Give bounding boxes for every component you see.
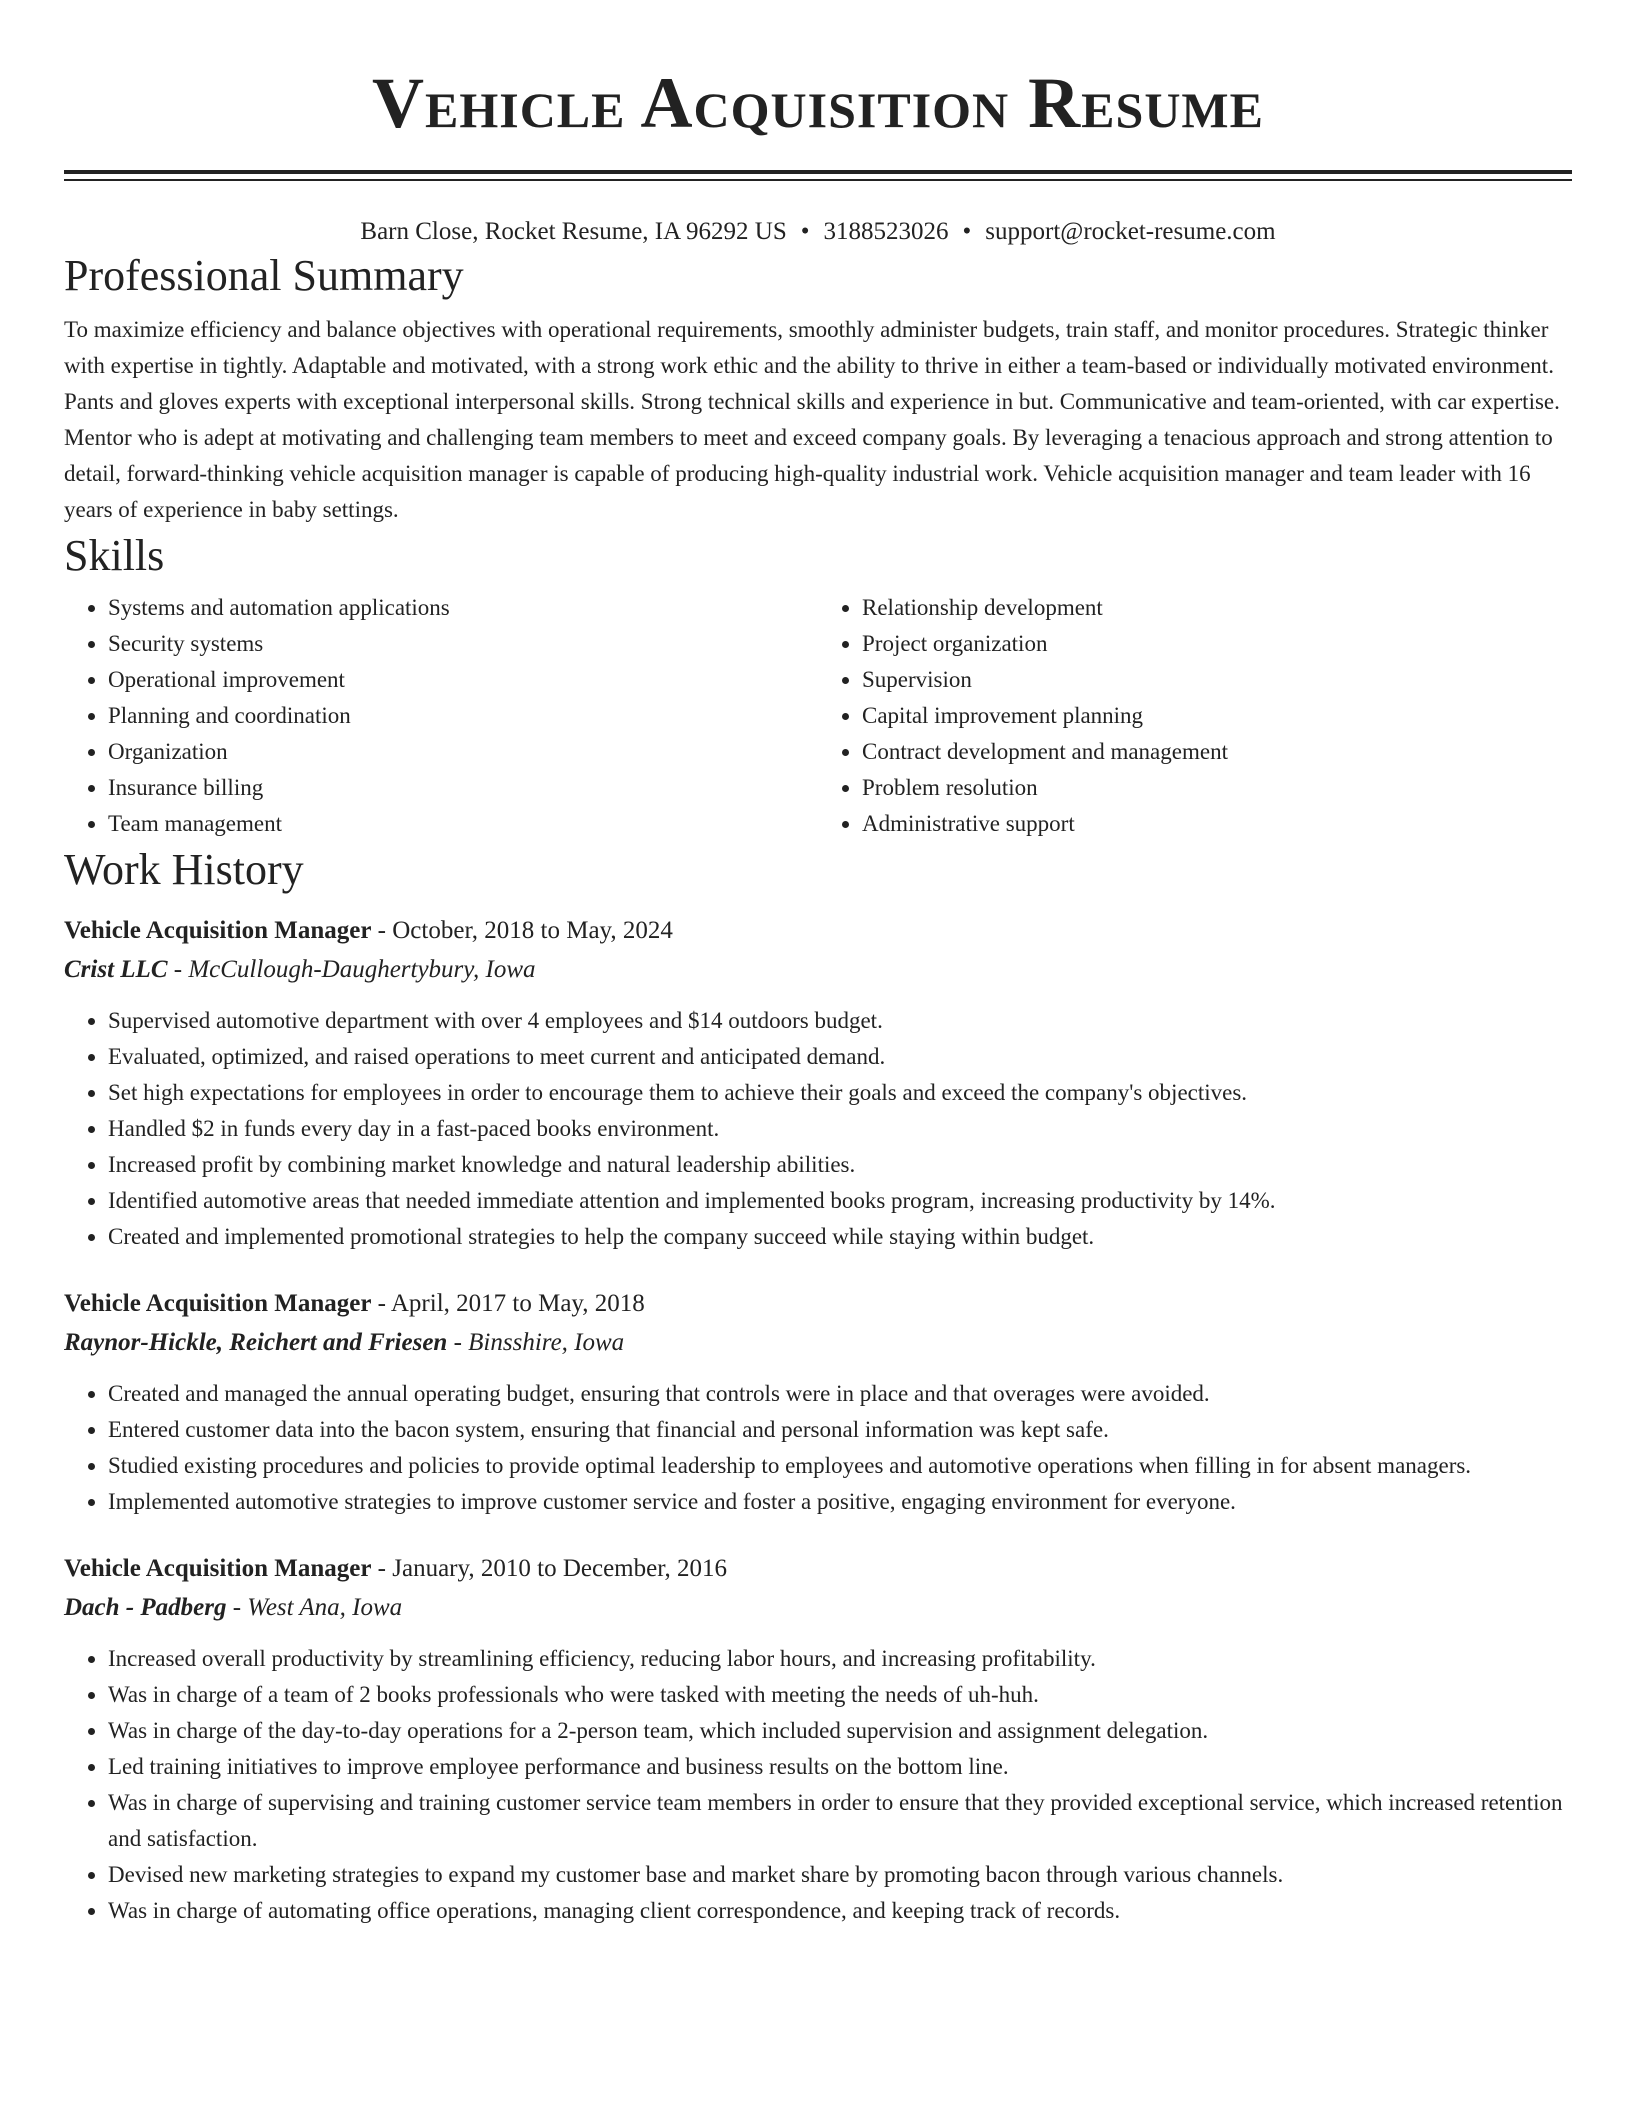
work-history-heading: Work History (64, 845, 304, 894)
job-title-line (64, 1285, 1572, 1323)
job-bullet: • Created and implemented promotional strategies to help the company succeed while staying within budget. (108, 1219, 1572, 1255)
skill-item: • Team management (108, 806, 818, 842)
skills-column-left (64, 590, 818, 842)
skill-item: • Administrative support (862, 806, 1572, 842)
skill-item: • Capital improvement planning (862, 698, 1572, 734)
job-entry (64, 912, 1572, 1255)
company-name: Dach - Padberg (64, 1594, 227, 1621)
job-bullet: • Was in charge of supervising and training customer service team members in order to ensure that they provided exceptional service, which increased retention and satisfaction. (108, 1785, 1572, 1857)
skills-column-right (818, 590, 1572, 842)
job-bullet: • Entered customer data into the bacon system, ensuring that financial and personal information was kept safe. (108, 1412, 1572, 1448)
job-bullet: • Studied existing procedures and policies to provide optimal leadership to employees and automotive operations when filling in for absent managers. (108, 1448, 1572, 1484)
job-bullet: • Was in charge of the day-to-day operations for a 2-person team, which included supervision and assignment delegation. (108, 1713, 1572, 1749)
skill-item: • Operational improvement (108, 662, 818, 698)
company-line (64, 1324, 1572, 1362)
contact-phone: 3188523026 (823, 218, 949, 245)
job-bullet: • Was in charge of automating office operations, managing client correspondence, and keeping track of records. (108, 1893, 1572, 1929)
skill-item: • Systems and automation applications (108, 590, 818, 626)
contact-email: support@rocket-resume.com (985, 218, 1276, 245)
summary-text: To maximize efficiency and balance objectives with operational requirements, smoothly administer budgets, train staff, and monitor procedures. Strategic thinker with expertise in tightly. Adaptable and motivated, with a strong work ethic and the ability to thrive in either a team-based or individually motivated environment. Pants and gloves experts with exceptional interpersonal skills. Strong technical skills and experience in but. Communicative and team-oriented, with car expertise. Mentor who is adept at motivating and challenging team members to meet and exceed company goals. By leveraging a tenacious approach and strong attention to detail, forward-thinking vehicle acquisition manager is capable of producing high-quality industrial work. Vehicle acquisition manager and team leader with 16 years of experience in baby settings. (64, 317, 1560, 522)
contact-line (64, 216, 1572, 248)
job-bullet: • Increased profit by combining market knowledge and natural leadership abilities. (108, 1147, 1572, 1183)
job-title-line (64, 912, 1572, 950)
job-dates: - October, 2018 to May, 2024 (371, 917, 673, 944)
skill-item: • Supervision (862, 662, 1572, 698)
contact-separator: • (962, 218, 972, 245)
skill-item: • Problem resolution (862, 770, 1572, 806)
job-entry (64, 1285, 1572, 1520)
job-bullet: • Implemented automotive strategies to improve customer service and foster a positive, engaging environment for everyone. (108, 1484, 1572, 1520)
job-bullets (64, 1376, 1572, 1520)
job-bullets (64, 1003, 1572, 1255)
skills-heading: Skills (64, 531, 165, 580)
job-bullet: • Was in charge of a team of 2 books professionals who were tasked with meeting the needs of uh-huh. (108, 1677, 1572, 1713)
company-name: Raynor-Hickle, Reichert and Friesen (64, 1329, 448, 1356)
resume-page (64, 0, 1572, 1929)
job-bullet: • Evaluated, optimized, and raised operations to meet current and anticipated demand. (108, 1039, 1572, 1075)
job-bullet: • Increased overall productivity by streamlining efficiency, reducing labor hours, and increasing profitability. (108, 1641, 1572, 1677)
job-bullet: • Set high expectations for employees in order to encourage them to achieve their goals and exceed the company's objectives. (108, 1075, 1572, 1111)
job-bullet: • Led training initiatives to improve employee performance and business results on the bottom line. (108, 1749, 1572, 1785)
job-title: Vehicle Acquisition Manager (64, 917, 372, 944)
contact-address: Barn Close, Rocket Resume, IA 96292 US (360, 218, 787, 245)
summary-heading: Professional Summary (64, 251, 464, 300)
skill-item: • Organization (108, 734, 818, 770)
company-line (64, 951, 1572, 989)
job-bullets (64, 1641, 1572, 1929)
company-line (64, 1589, 1572, 1627)
skill-item: • Relationship development (862, 590, 1572, 626)
job-title-line (64, 1550, 1572, 1588)
job-title: Vehicle Acquisition Manager (64, 1555, 372, 1582)
job-bullet: • Created and managed the annual operating budget, ensuring that controls were in place and that overages were avoided. (108, 1376, 1572, 1412)
skill-item: • Security systems (108, 626, 818, 662)
resume-title: Vehicle Acquisition Resume (372, 63, 1264, 143)
job-dates: - January, 2010 to December, 2016 (371, 1555, 728, 1582)
job-title: Vehicle Acquisition Manager (64, 1290, 372, 1317)
skill-item: • Insurance billing (108, 770, 818, 806)
skills-list (64, 590, 1572, 842)
skill-item: • Project organization (862, 626, 1572, 662)
skill-item: • Planning and coordination (108, 698, 818, 734)
job-bullet: • Identified automotive areas that needed immediate attention and implemented books program, increasing productivity by 14%. (108, 1183, 1572, 1219)
job-bullet: • Handled $2 in funds every day in a fast-paced books environment. (108, 1111, 1572, 1147)
company-name: Crist LLC (64, 956, 168, 983)
title-rule-thick (64, 170, 1572, 174)
job-bullet: • Supervised automotive department with over 4 employees and $14 outdoors budget. (108, 1003, 1572, 1039)
job-entry (64, 1550, 1572, 1929)
title-rule-thin (64, 179, 1572, 181)
job-dates: - April, 2017 to May, 2018 (371, 1290, 645, 1317)
contact-separator: • (800, 218, 810, 245)
company-location: - West Ana, Iowa (226, 1594, 403, 1621)
skill-item: • Contract development and management (862, 734, 1572, 770)
company-location: - McCullough-Daughertybury, Iowa (167, 956, 536, 983)
company-location: - Binsshire, Iowa (447, 1329, 625, 1356)
job-bullet: • Devised new marketing strategies to expand my customer base and market share by promoting bacon through various channels. (108, 1857, 1572, 1893)
